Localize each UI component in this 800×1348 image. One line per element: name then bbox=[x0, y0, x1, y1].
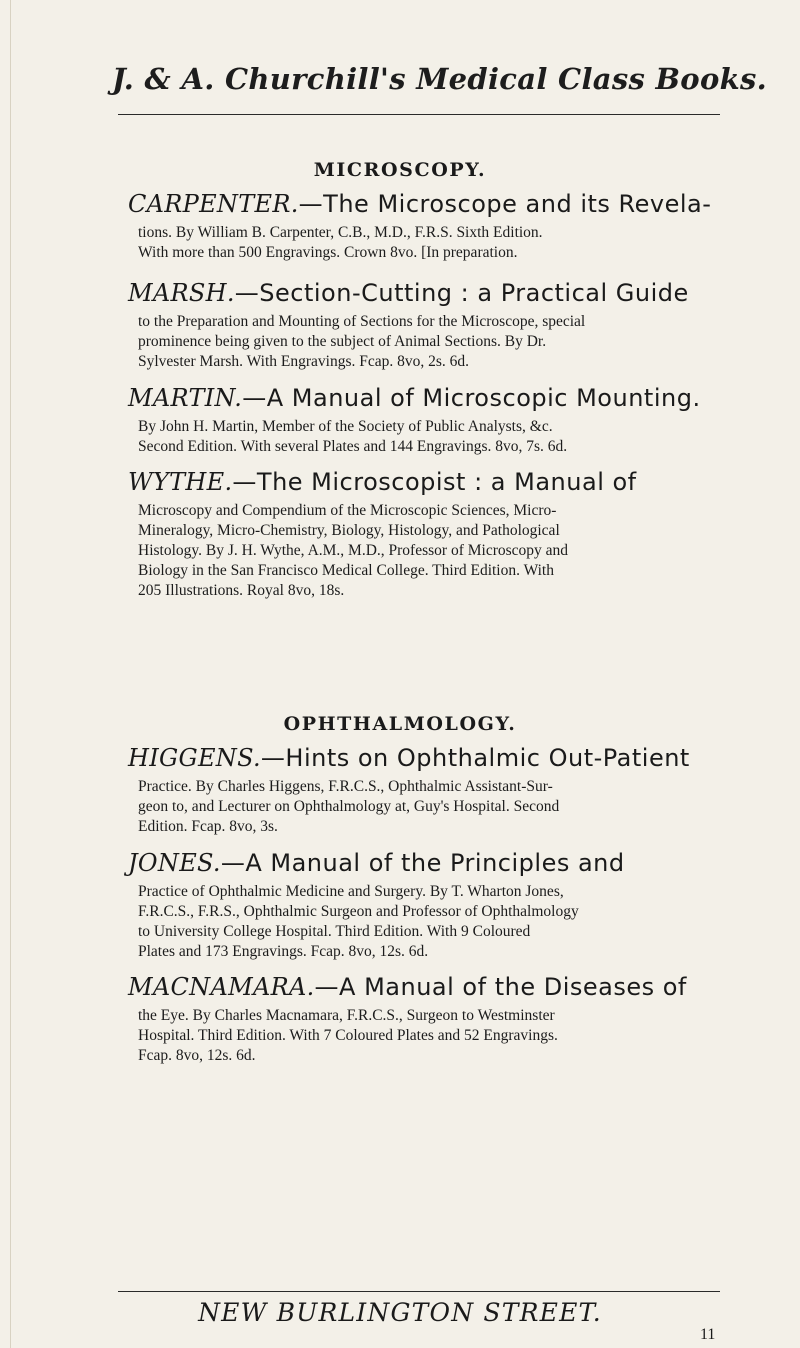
entry-title bbox=[128, 466, 722, 498]
entry-wythe bbox=[128, 466, 722, 599]
entry-line: 205 Illustrations. Royal 8vo, 18s. bbox=[138, 582, 345, 599]
entry-author: WYTHE. bbox=[128, 468, 233, 496]
entry-line: Practice. By Charles Higgens, F.R.C.S., Ophthalmic Assistant-Sur- bbox=[138, 778, 553, 795]
entry-description bbox=[138, 777, 559, 837]
entry-line: Second Edition. With several Plates and 144 Engravings. 8vo, 7s. 6d. bbox=[138, 438, 568, 455]
section-heading-ophthalmology: OPHTHALMOLOGY. bbox=[283, 713, 517, 735]
entry-line: Biology in the San Francisco Medical College. Third Edition. With bbox=[138, 562, 554, 579]
entry-author: MACNAMARA. bbox=[128, 973, 315, 1001]
entry-author: CARPENTER. bbox=[128, 190, 299, 218]
entry-title-text: —Hints on Ophthalmic Out-Patient bbox=[260, 744, 690, 772]
page-margin-line bbox=[10, 0, 11, 1348]
footer-rule bbox=[118, 1291, 720, 1292]
entry-line: Plates and 173 Engravings. Fcap. 8vo, 12s. 6d. bbox=[138, 943, 429, 960]
entry-title bbox=[128, 188, 722, 220]
entry-line: Hospital. Third Edition. With 7 Coloured Plates and 52 Engravings. bbox=[138, 1027, 558, 1044]
entry-line: to University College Hospital. Third Edition. With 9 Coloured bbox=[138, 923, 531, 940]
entry-title-text: —The Microscopist : a Manual of bbox=[232, 468, 637, 496]
entry-jones bbox=[128, 847, 722, 960]
entry-carpenter bbox=[128, 188, 722, 261]
entry-author: HIGGENS. bbox=[128, 744, 261, 772]
entry-title bbox=[128, 742, 722, 774]
page-number: 11 bbox=[700, 1326, 716, 1343]
entry-marsh bbox=[128, 277, 722, 370]
entry-line: the Eye. By Charles Macnamara, F.R.C.S., Surgeon to Westminster bbox=[138, 1007, 555, 1024]
entry-line: F.R.C.S., F.R.S., Ophthalmic Surgeon and Professor of Ophthalmology bbox=[138, 903, 579, 920]
page-header: J. & A. Churchill's Medical Class Books. bbox=[112, 62, 768, 96]
entry-line: prominence being given to the subject of Animal Sections. By Dr. bbox=[138, 333, 547, 350]
entry-description bbox=[138, 417, 567, 457]
entry-line: Histology. By J. H. Wythe, A.M., M.D., Professor of Microscopy and bbox=[138, 542, 569, 559]
entry-line: Edition. Fcap. 8vo, 3s. bbox=[138, 818, 278, 835]
entry-description bbox=[138, 882, 579, 962]
entry-description bbox=[138, 312, 585, 372]
entry-higgens bbox=[128, 742, 722, 835]
entry-description bbox=[138, 1006, 558, 1066]
entry-title-text: —A Manual of the Principles and bbox=[220, 849, 625, 877]
entry-title-text: —A Manual of the Diseases of bbox=[314, 973, 687, 1001]
entry-title-text: —A Manual of Microscopic Mounting. bbox=[242, 384, 701, 412]
entry-line: tions. By William B. Carpenter, C.B., M.D., F.R.S. Sixth Edition. bbox=[138, 224, 543, 241]
header-rule bbox=[118, 114, 720, 115]
entry-author: MARSH. bbox=[128, 279, 235, 307]
entry-author: JONES. bbox=[128, 849, 221, 877]
entry-line: Practice of Ophthalmic Medicine and Surgery. By T. Wharton Jones, bbox=[138, 883, 564, 900]
entry-title bbox=[128, 277, 722, 309]
entry-line: By John H. Martin, Member of the Society of Public Analysts, &c. bbox=[138, 418, 553, 435]
entry-line: Microscopy and Compendium of the Microscopic Sciences, Micro- bbox=[138, 502, 557, 519]
entry-title bbox=[128, 382, 722, 414]
entry-line: Fcap. 8vo, 12s. 6d. bbox=[138, 1047, 256, 1064]
entry-line: geon to, and Lecturer on Ophthalmology at, Guy's Hospital. Second bbox=[138, 798, 560, 815]
entry-title-text: —The Microscope and its Revela- bbox=[298, 190, 712, 218]
entry-line: With more than 500 Engravings. Crown 8vo. [In preparation. bbox=[138, 244, 518, 261]
entry-line: Mineralogy, Micro-Chemistry, Biology, Histology, and Pathological bbox=[138, 522, 560, 539]
entry-description bbox=[138, 223, 543, 263]
entry-title-text: —Section-Cutting : a Practical Guide bbox=[234, 279, 689, 307]
entry-title bbox=[128, 971, 722, 1003]
section-heading-microscopy: MICROSCOPY. bbox=[313, 159, 487, 181]
page-footer: NEW BURLINGTON STREET. bbox=[198, 1298, 602, 1327]
entry-description bbox=[138, 501, 568, 601]
entry-author: MARTIN. bbox=[128, 384, 243, 412]
entry-line: to the Preparation and Mounting of Sections for the Microscope, special bbox=[138, 313, 586, 330]
entry-martin bbox=[128, 382, 722, 455]
entry-title bbox=[128, 847, 722, 879]
entry-line: Sylvester Marsh. With Engravings. Fcap. 8vo, 2s. 6d. bbox=[138, 353, 470, 370]
entry-macnamara bbox=[128, 971, 722, 1064]
